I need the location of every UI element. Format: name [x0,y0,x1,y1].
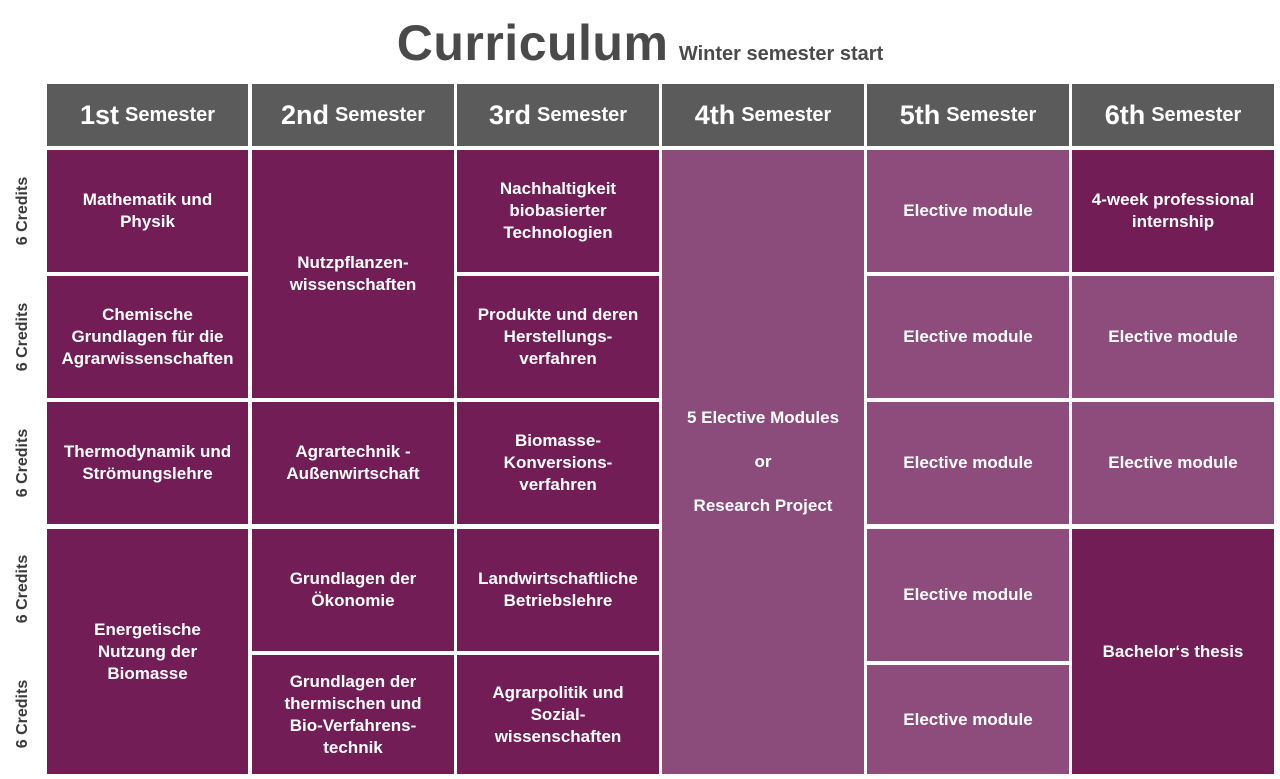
module-cell: Grundlagen der thermischen und Bio-Verfahrens- technik [252,655,454,774]
semester-number: 6th [1104,99,1146,130]
semester-header-2 [252,84,454,146]
module-cell: Biomasse- Konversions- verfahren [457,402,659,524]
module-cell: Landwirtschaftliche Betriebslehre [457,529,659,651]
module-cell: Thermodynamik und Strömungslehre [47,402,248,524]
module-cell: Bachelor‘s thesis [1072,529,1274,774]
semester-header-3 [457,84,659,146]
module-cell: Agrartechnik - Außenwirtschaft [252,402,454,524]
module-cell: Nutzpflanzen- wissenschaften [252,150,454,398]
module-cell: Produkte und deren Herstellungs- verfahren [457,276,659,398]
credits-label-row-1 [4,150,42,272]
semester-number: 2nd [280,99,329,130]
credits-text: 6 Credits [14,176,31,246]
credits-text: 6 Credits [14,679,31,749]
curriculum-title: Curriculum [396,15,669,71]
credits-label-row-5 [4,654,42,774]
module-cell: Grundlagen der Ökonomie [252,529,454,651]
elective-module-cell: Elective module [867,665,1069,774]
credits-label-row-2 [4,276,42,398]
credits-text: 6 Credits [14,302,31,372]
semester-header-5 [867,84,1069,146]
elective-module-cell: Elective module [867,529,1069,661]
credits-text: 6 Credits [14,554,31,624]
semester-number: 1st [79,99,119,130]
semester-header-6 [1072,84,1274,146]
semester-word: Semester [946,103,1037,126]
elective-module-cell: Elective module [867,276,1069,398]
elective-module-cell: Elective module [867,150,1069,272]
semester-word: Semester [741,103,832,126]
module-cell: 4-week professional internship [1072,150,1274,272]
credits-label-row-3 [4,402,42,524]
elective-module-cell: Elective module [867,402,1069,524]
module-cell: Agrarpolitik und Sozial- wissenschaften [457,655,659,774]
module-cell: Energetische Nutzung der Biomasse [47,529,248,774]
module-cell: Mathematik und Physik [47,150,248,272]
semester-header-1 [47,84,248,146]
semester-number: 5th [899,99,941,130]
curriculum-subtitle: Winter semester start [678,43,884,65]
semester-number: 4th [694,99,736,130]
module-cell: 5 Elective Modules or Research Project [662,150,864,774]
semester-word: Semester [1151,103,1242,126]
semester-number: 3rd [488,99,531,130]
semester-header-4 [662,84,864,146]
page-title [0,14,1280,72]
module-cell: Chemische Grundlagen für die Agrarwissenschaften [47,276,248,398]
elective-module-cell: Elective module [1072,402,1274,524]
elective-module-cell: Elective module [1072,276,1274,398]
semester-word: Semester [124,103,216,126]
credits-label-row-4 [4,528,42,650]
semester-word: Semester [536,103,628,126]
credits-text: 6 Credits [14,428,31,498]
semester-word: Semester [334,103,426,126]
module-cell: Nachhaltigkeit biobasierter Technologien [457,150,659,272]
